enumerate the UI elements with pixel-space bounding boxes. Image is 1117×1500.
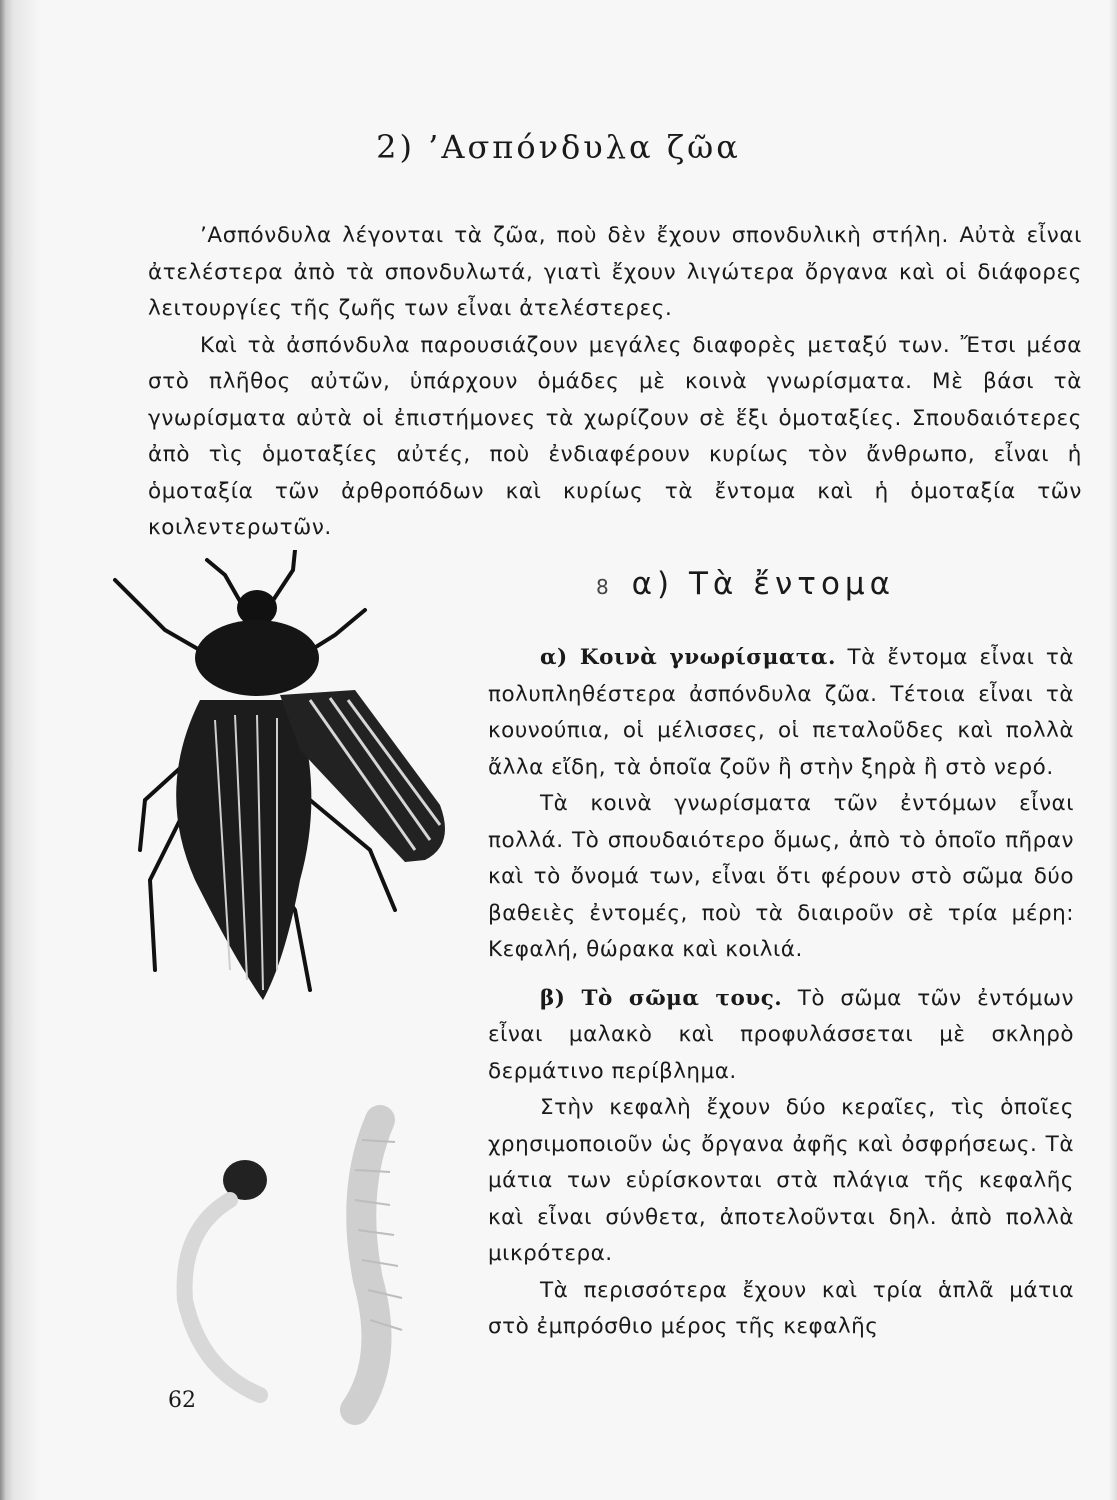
section-heading-text: α) Τὰ ἔντομα [631, 566, 896, 602]
intro-paragraph: Καὶ τὰ ἀσπόνδυλα παρουσιάζουν μεγάλες διαφορὲς μεταξύ των. Ἔτσι μέσα στὸ πλῆθος αὐτῶν, ὑπάρχουν ὁμάδες μὲ κοινὰ γνωρίσματα. Μὲ βάσι τὰ γνωρίσματα αὐτὰ οἱ ἐπιστήμονες τὰ χωρίζουν σὲ ἕξι ὁμοταξίες. Σπουδαιότερες ἀπὸ τὶς ὁμοταξίες αὐτές, ποὺ ἐνδιαφέρουν κυρίως τὸν ἄνθρωπο, εἶναι ἡ ὁμοταξία τῶν ἀρθροπόδων καὶ κυρίως τὰ ἔντομα καὶ ἡ ὁμοταξία τῶν κοιλεντερωτῶν. [148, 332, 1082, 540]
intro-text [148, 218, 1082, 547]
section-a-text: Τὰ ἔντομα εἶναι τὰ πολυπληθέστερα ἀσπόνδυλα ζῶα. Τέτοια εἶναι τὰ κουνούπια, οἱ μέλισσες, οἱ πεταλοῦδες καὶ πολλὰ ἄλλα εἴδη, τὰ ὁποῖα ζοῦν ἢ στὴν ξηρὰ ἢ στὸ νερό. [488, 645, 1075, 780]
section-a-label: α) Κοινὰ γνωρίσματα. [540, 645, 836, 670]
insect-column [488, 640, 1074, 1346]
page-edge-shadow [1109, 0, 1117, 1500]
section-a-paragraph: Τὰ κοινὰ γνωρίσματα τῶν ἐντόμων εἶναι πολλά. Τὸ σπουδαιότερο ὅμως, ἀπὸ τὸ ὁποῖο πῆραν καὶ τὸ ὄνομά των, εἶναι ὅτι φέρουν στὸ σῶμα δύο βαθειὲς ἐντομές, ποὺ τὰ διαιροῦν σὲ τρία μέρη: Κεφαλή, θώρακα καὶ κοιλιά. [488, 791, 1074, 962]
section-a-paragraph [488, 640, 1074, 786]
page-number: 62 [168, 1388, 196, 1413]
section-b-text: Τὸ σῶμα τῶν ἐντόμων εἶναι μαλακὸ καὶ προφυλάσσεται μὲ σκληρὸ δερμάτινο περίβλημα. [488, 985, 1075, 1084]
margin-mark: 8 [596, 575, 609, 599]
beetle-illustration [95, 550, 475, 1020]
section-b-label: β) Τὸ σῶμα τους. [540, 985, 783, 1011]
intro-paragraph: ’Ασπόνδυλα λέγονται τὰ ζῶα, ποὺ δὲν ἔχουν σπονδυλικὴ στήλη. Αὐτὰ εἶναι ἀτελέστερα ἀπὸ τὰ σπονδυλωτά, γιατὶ ἔχουν λιγώτερα ὄργανα καὶ οἱ διάφορες λειτουργίες τῆς ζωῆς των εἶναι ἀτελέστερες. [148, 223, 1082, 321]
larva-illustration [140, 1080, 440, 1430]
section-b-paragraph: Τὰ περισσότερα ἔχουν καὶ τρία ἁπλᾶ μάτια στὸ ἐμπρόσθιο μέρος τῆς κεφαλῆς [488, 1277, 1074, 1339]
section-b-paragraph [488, 981, 1074, 1091]
section-b-paragraph: Στὴν κεφαλὴ ἔχουν δύο κεραῖες, τὶς ὁποῖες χρησιμοποιοῦν ὡς ὄργανα ἀφῆς καὶ ὀσφρήσεως. Τὰ μάτια των εὑρίσκονται στὰ πλάγια τῆς κεφαλῆς καὶ εἶναι σύνθετα, ἀποτελοῦνται δηλ. ἀπὸ πολλὰ μικρότερα. [488, 1095, 1074, 1266]
book-binding-shadow [0, 0, 40, 1500]
page-title: 2) ’Ασπόνδυλα ζῶα [376, 128, 741, 166]
section-heading [596, 566, 996, 602]
